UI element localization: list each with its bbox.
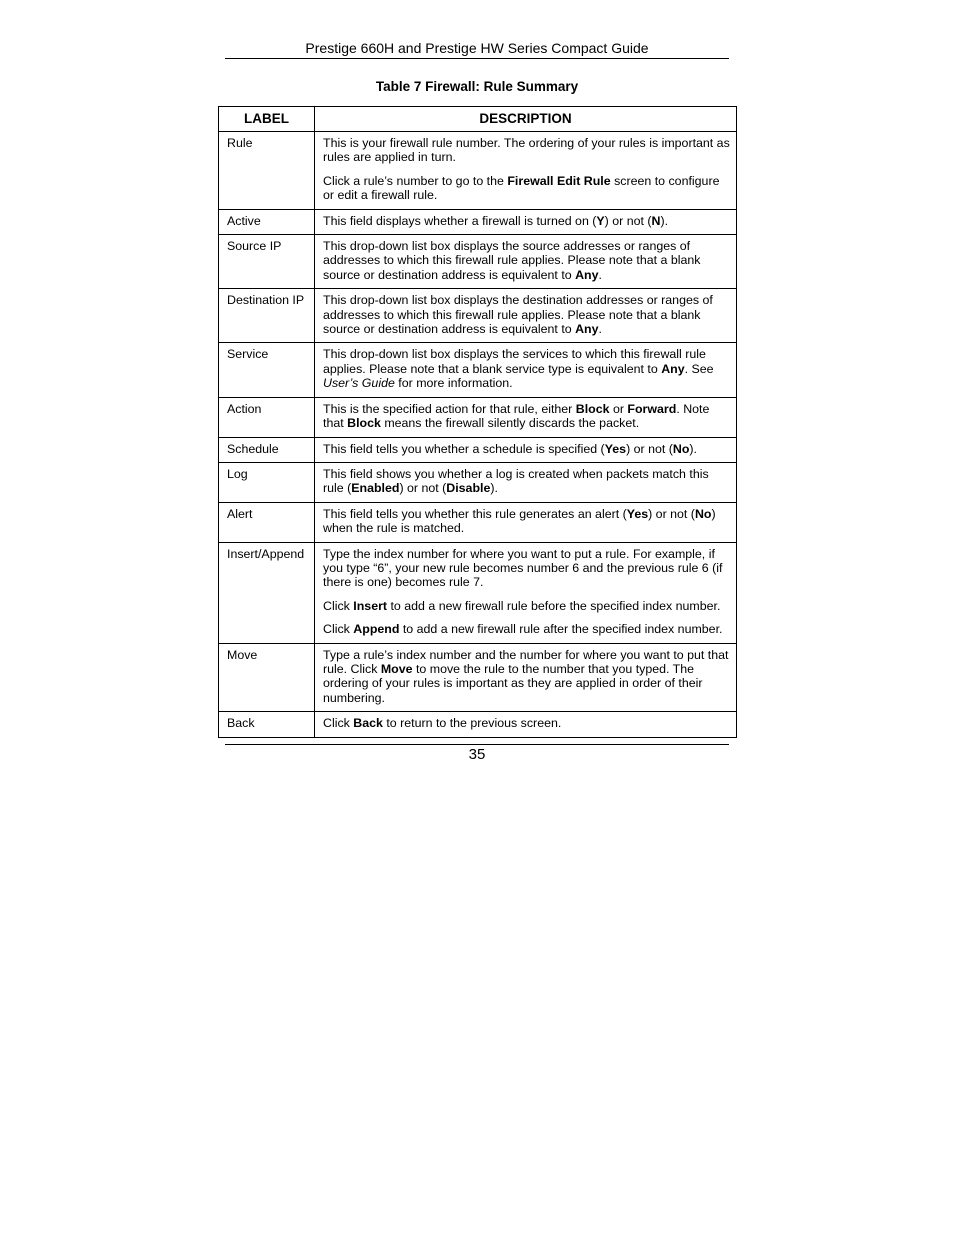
text-run: to add a new firewall rule after the specified index number. (399, 622, 723, 637)
text-run: ). (490, 481, 498, 496)
bold-term: Yes (626, 506, 649, 521)
text-run: This drop-down list box displays the destination addresses or ranges of addresses to which this firewall rule applies. Please note that a blank source or destination address is equivalent to (323, 293, 713, 337)
bold-term: Yes (604, 441, 627, 456)
text-run: Click (323, 598, 354, 613)
description-paragraph (323, 402, 730, 431)
text-run: This field tells you whether this rule generates an alert ( (323, 506, 627, 521)
description-paragraph (323, 214, 730, 228)
bold-term: Insert (353, 598, 388, 613)
row-description (315, 397, 737, 437)
text-run: This field tells you whether a schedule is specified ( (323, 441, 605, 456)
table-row (219, 712, 737, 737)
row-description (315, 643, 737, 712)
text-run: Click a rule’s number to go to the (323, 173, 508, 188)
table-row (219, 462, 737, 502)
description-paragraph (323, 174, 730, 203)
description-paragraph (323, 442, 730, 456)
description-paragraph (323, 507, 730, 536)
text-run: This is the specified action for that rule, either (323, 401, 576, 416)
table-row (219, 289, 737, 343)
row-label: Rule (219, 132, 315, 210)
row-description (315, 343, 737, 397)
text-run: This field shows you whether a log is created when packets match this rule ( (323, 466, 709, 496)
text-run: Click (323, 622, 354, 637)
text-run: screen to configure or edit a firewall rule. (323, 173, 720, 203)
text-run: This is your firewall rule number. The ordering of your rules is important as rules are applied in turn. (323, 136, 730, 165)
table-row (219, 343, 737, 397)
description-paragraph (323, 293, 730, 336)
text-run: . (598, 322, 602, 337)
text-run: ) or not ( (604, 213, 652, 228)
row-label: Service (219, 343, 315, 397)
table-row (219, 437, 737, 462)
bold-term: Append (353, 622, 400, 637)
text-run: ). (660, 213, 669, 228)
bold-term: Any (661, 361, 685, 376)
row-label: Alert (219, 502, 315, 542)
description-paragraph (323, 467, 730, 496)
row-description (315, 132, 737, 210)
footer-rule (225, 744, 729, 745)
row-description (315, 502, 737, 542)
row-label: Schedule (219, 437, 315, 462)
description-paragraph (323, 648, 730, 706)
text-run: This drop-down list box displays the source addresses or ranges of addresses to which this firewall rule applies. Please note that a blank source or destination address is equivalent to (323, 239, 701, 282)
description-paragraph (323, 239, 730, 282)
row-description (315, 235, 737, 289)
text-run: . Note that (323, 401, 710, 431)
bold-term: Firewall Edit Rule (507, 173, 611, 188)
text-run: ). (689, 441, 697, 456)
bold-term: Y (596, 213, 605, 228)
text-run: ) or not ( (648, 506, 695, 521)
table-row (219, 397, 737, 437)
italic-term: User’s Guide (323, 376, 395, 391)
text-run: Type the index number for where you want to put a rule. For example, if you type “6”, your new rule becomes number 6 and the previous rule 6 (if there is one) becomes rule 7. (323, 546, 723, 590)
table-row (219, 542, 737, 643)
text-run: for more information. (394, 376, 513, 391)
label-column-header: LABEL (219, 107, 315, 132)
text-run: or (609, 401, 628, 416)
table-header-row (219, 107, 737, 132)
table-body (219, 132, 737, 738)
row-description (315, 462, 737, 502)
table-caption: Table 7 Firewall: Rule Summary (375, 79, 579, 94)
running-header: Prestige 660H and Prestige HW Series Compact Guide (305, 40, 649, 56)
text-run: This field displays whether a firewall is turned on ( (323, 213, 597, 228)
text-run: means the firewall silently discards the packet. (380, 416, 640, 431)
row-label: Insert/Append (219, 542, 315, 643)
bold-term: Block (347, 416, 381, 431)
row-label: Log (219, 462, 315, 502)
row-description (315, 289, 737, 343)
page-number: 35 (468, 746, 486, 763)
bold-term: Disable (446, 481, 491, 496)
table-row (219, 209, 737, 234)
description-paragraph (323, 136, 730, 165)
description-paragraph (323, 622, 730, 636)
header-rule (225, 58, 729, 59)
table-row (219, 502, 737, 542)
rule-summary-table (218, 106, 737, 738)
bold-term: N (651, 213, 661, 228)
text-run: to move the rule to the number that you typed. The ordering of your rules is important as they are applied in order of their numbering. (323, 661, 703, 705)
table-row (219, 132, 737, 210)
text-run: to return to the previous screen. (382, 716, 562, 731)
row-label: Active (219, 209, 315, 234)
text-run: . (598, 267, 602, 282)
description-column-header: DESCRIPTION (315, 107, 737, 132)
row-description (315, 209, 737, 234)
row-description (315, 712, 737, 737)
table-row (219, 643, 737, 712)
row-description (315, 542, 737, 643)
description-paragraph (323, 347, 730, 390)
bold-term: Move (380, 661, 413, 676)
row-description (315, 437, 737, 462)
table-row (219, 235, 737, 289)
bold-term: No (672, 441, 690, 456)
row-label: Action (219, 397, 315, 437)
description-paragraph (323, 599, 730, 613)
text-run: . See (684, 361, 714, 376)
row-label: Back (219, 712, 315, 737)
row-label: Source IP (219, 235, 315, 289)
bold-term: No (694, 506, 712, 521)
bold-term: Back (353, 716, 383, 731)
text-run: Click (323, 716, 354, 731)
text-run: ) or not ( (626, 441, 673, 456)
bold-term: Any (575, 322, 599, 337)
text-run: Type a rule’s index number and the number for where you want to put that rule. Click (323, 647, 729, 676)
bold-term: Block (575, 401, 610, 416)
bold-term: Enabled (351, 481, 400, 496)
row-label: Destination IP (219, 289, 315, 343)
text-run: This drop-down list box displays the services to which this firewall rule applies. Please note that a blank service type is equivalent to (323, 347, 706, 376)
description-paragraph (323, 547, 730, 590)
text-run: to add a new firewall rule before the specified index number. (387, 598, 721, 613)
text-run: ) or not ( (399, 481, 447, 496)
row-label: Move (219, 643, 315, 712)
text-run: ) when the rule is matched. (323, 506, 716, 536)
description-paragraph (323, 716, 730, 730)
bold-term: Forward (627, 401, 677, 416)
bold-term: Any (575, 267, 599, 282)
